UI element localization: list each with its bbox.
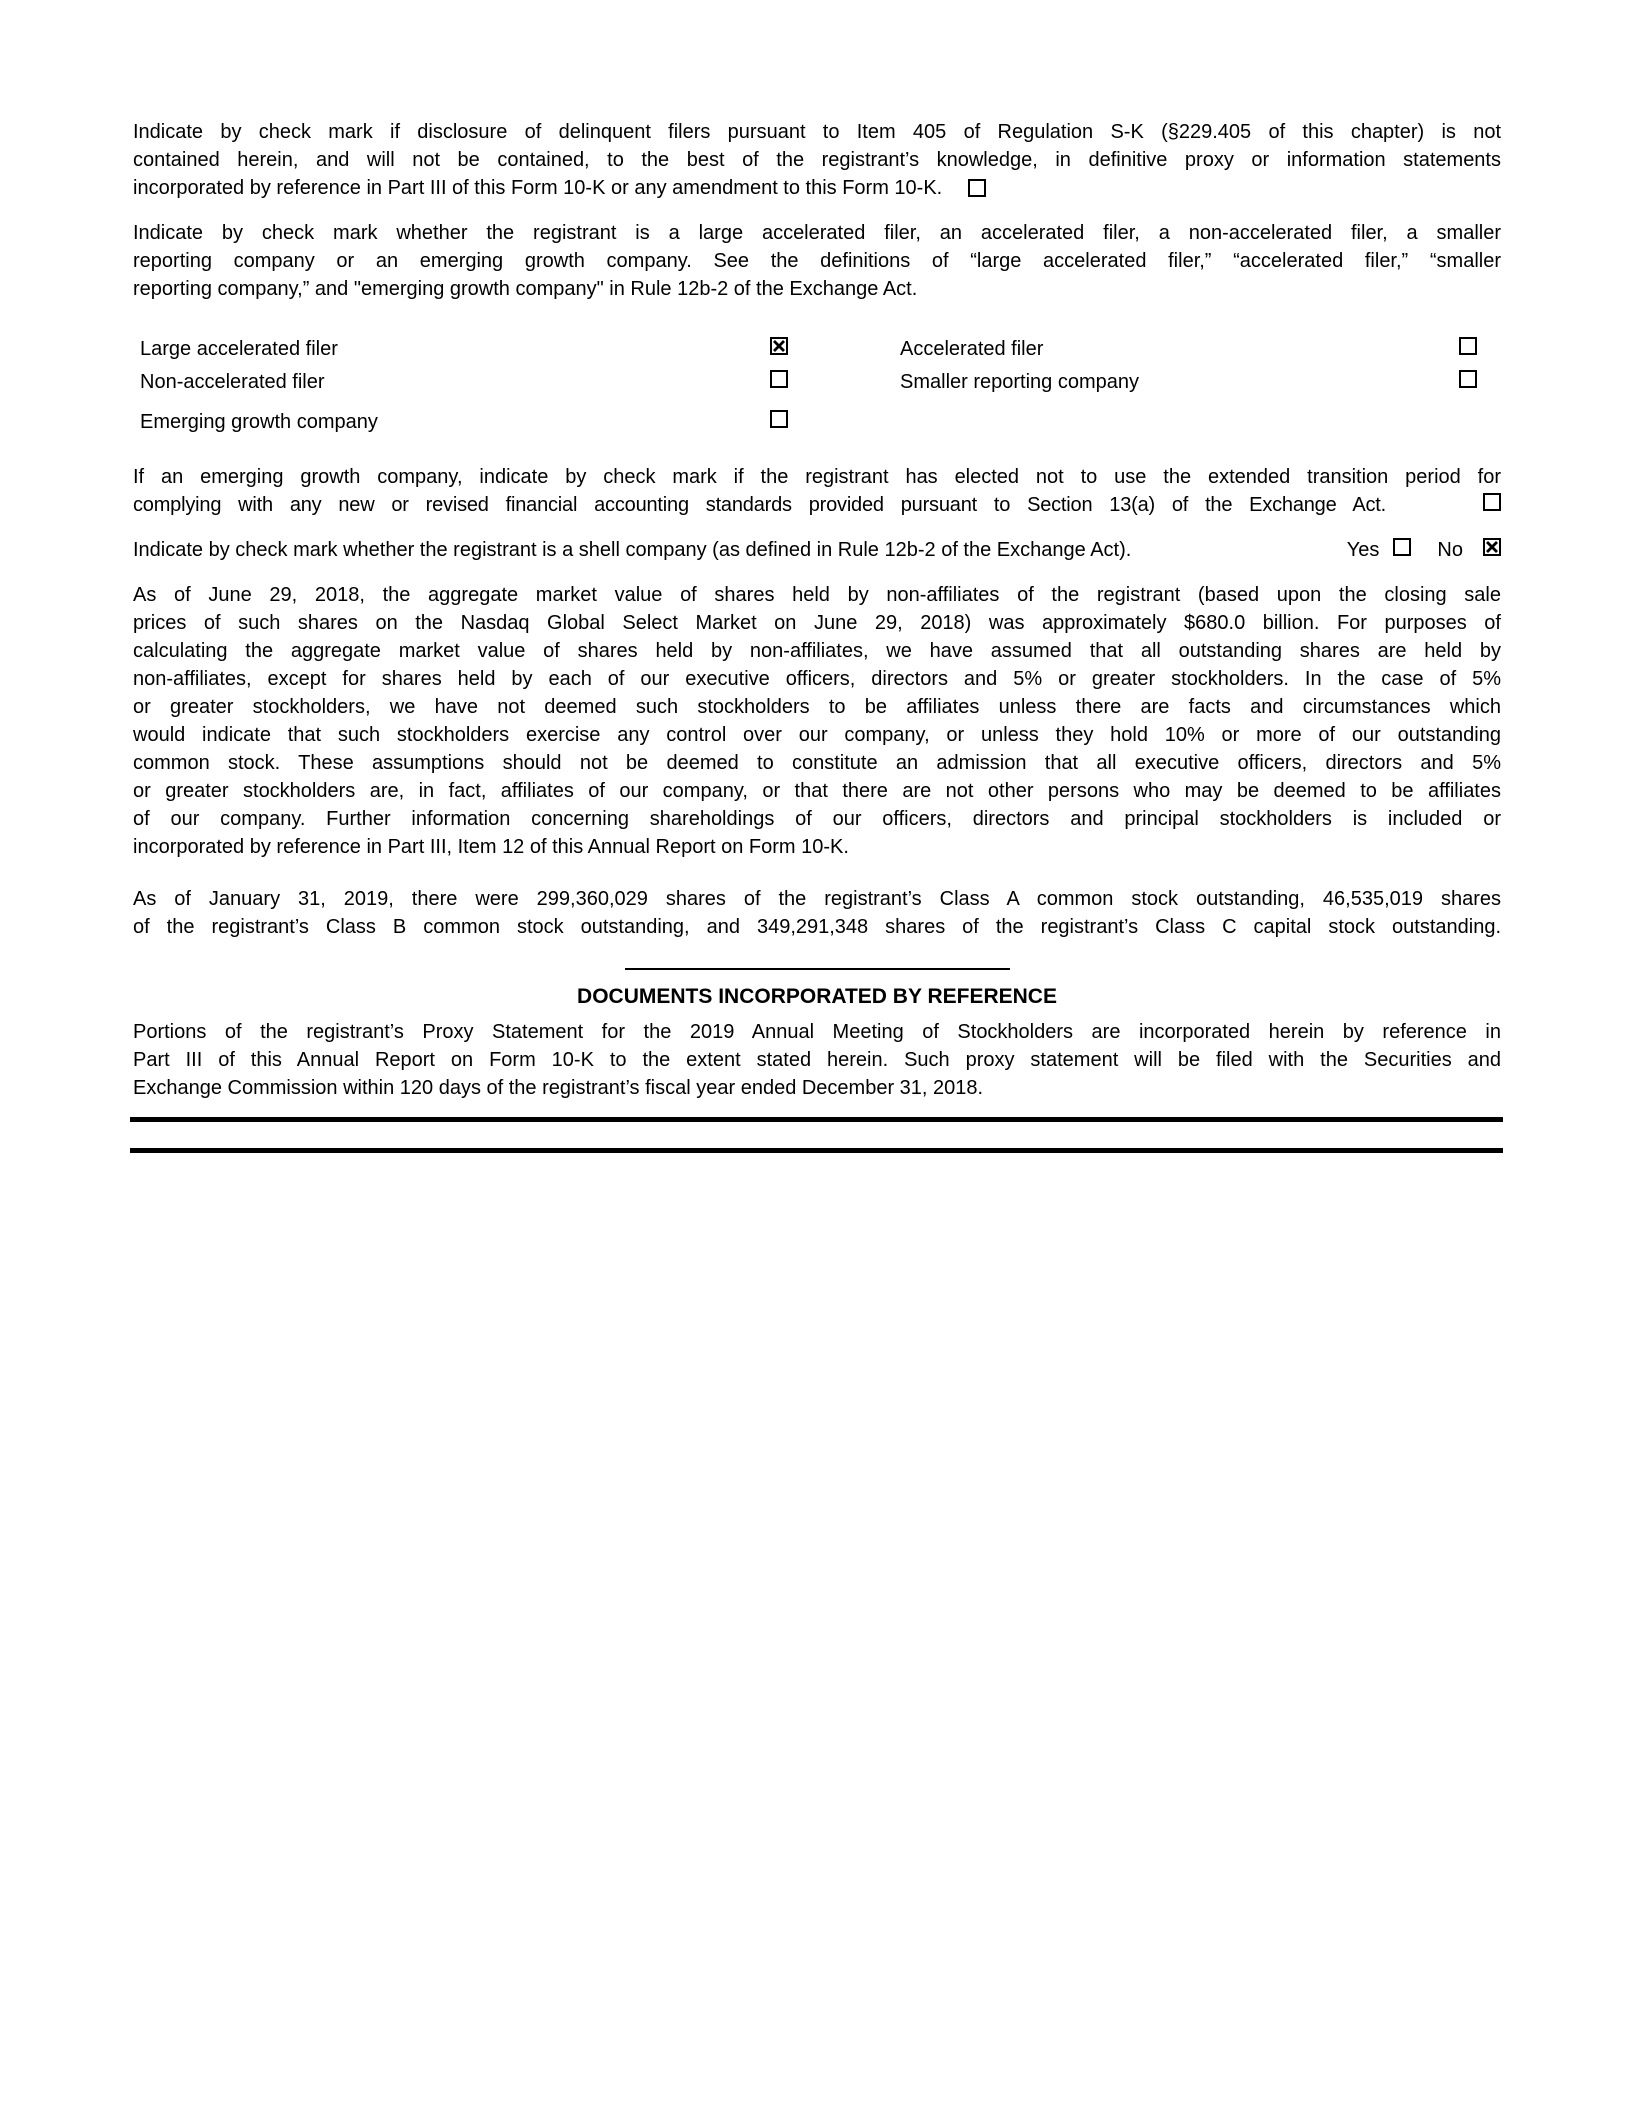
- paragraph-line: of our company. Further information concerning shareholdings of our officers, directors and principal stockholders is included or: [133, 808, 1501, 830]
- filer-label-smaller-reporting: Smaller reporting company: [900, 371, 1139, 393]
- paragraph-shell-company: [133, 536, 1501, 564]
- accelerated-filer-checkbox: [1459, 337, 1477, 355]
- filer-label-emerging-growth: Emerging growth company: [140, 411, 378, 433]
- filer-status-grid: [133, 335, 1501, 436]
- paragraph-line: Indicate by check mark whether the registrant is a large accelerated filer, an accelerated filer, a non-accelerated filer, a smaller: [133, 222, 1501, 244]
- filer-grid-row: [133, 368, 1501, 396]
- transition-period-checkbox: [1483, 493, 1501, 511]
- paragraph-filer-definitions: [133, 219, 1501, 303]
- paragraph-line-text: complying with any new or revised financial accounting standards provided pursuant to Section 13(a) of the Exchange Act.: [133, 494, 1386, 516]
- paragraph-line: of the registrant’s Class B common stock outstanding, and 349,291,348 shares of the registrant’s Class C capital stock outstanding.: [133, 916, 1501, 938]
- emerging-growth-company-checkbox: [770, 410, 788, 428]
- yes-label: Yes: [1346, 539, 1380, 561]
- shell-company-no-checkbox: [1483, 538, 1501, 556]
- paragraph-line: or greater stockholders are, in fact, affiliates of our company, or that there are not other persons who may be deemed to be affiliates: [133, 780, 1501, 802]
- x-mark-icon: [772, 339, 786, 353]
- paragraph-line-text: incorporated by reference in Part III of this Form 10-K or any amendment to this Form 10-K.: [133, 177, 943, 199]
- paragraph-line: [133, 174, 1501, 202]
- paragraph-delinquent-filers: [133, 118, 1501, 202]
- no-label: No: [1437, 539, 1463, 561]
- paragraph-line: Part III of this Annual Report on Form 10-K to the extent stated herein. Such proxy statement will be filed with the Securities and: [133, 1049, 1501, 1071]
- section-divider-line: [625, 968, 1010, 970]
- filer-label-large-accelerated: Large accelerated filer: [140, 338, 338, 360]
- documents-incorporated-heading: DOCUMENTS INCORPORATED BY REFERENCE: [577, 985, 1057, 1008]
- paragraph-market-value: [133, 581, 1501, 861]
- paragraph-line: non-affiliates, except for shares held by each of our executive officers, directors and 5% or greater stockholders. In the case of 5%: [133, 668, 1501, 690]
- x-mark-icon: [1485, 540, 1499, 554]
- non-accelerated-filer-checkbox: [770, 370, 788, 388]
- filer-label-non-accelerated: Non-accelerated filer: [140, 371, 325, 393]
- paragraph-line: contained herein, and will not be contained, to the best of the registrant’s knowledge, in definitive proxy or information statements: [133, 149, 1501, 171]
- paragraph-emerging-growth-transition: [133, 463, 1501, 519]
- filer-grid-row: [133, 408, 1501, 436]
- smaller-reporting-company-checkbox: [1459, 370, 1477, 388]
- paragraph-proxy-statement: [133, 1018, 1501, 1102]
- shell-company-yes-checkbox: [1393, 538, 1411, 556]
- paragraph-line: As of June 29, 2018, the aggregate market value of shares held by non-affiliates of the registrant (based upon the closing sale: [133, 584, 1501, 606]
- paragraph-line: calculating the aggregate market value of shares held by non-affiliates, we have assumed that all outstanding shares are held by: [133, 640, 1501, 662]
- paragraph-line: would indicate that such stockholders exercise any control over our company, or unless they hold 10% or more of our outstanding: [133, 724, 1501, 746]
- paragraph-line: [133, 491, 1501, 519]
- paragraph-line: Exchange Commission within 120 days of the registrant’s fiscal year ended December 31, 2018.: [133, 1077, 984, 1099]
- paragraph-line: As of January 31, 2019, there were 299,360,029 shares of the registrant’s Class A common stock outstanding, 46,535,019 shares: [133, 888, 1501, 910]
- delinquent-filers-checkbox: [968, 179, 986, 197]
- paragraph-shares-outstanding: [133, 885, 1501, 941]
- filer-grid-row: [133, 335, 1501, 363]
- shell-company-text: Indicate by check mark whether the registrant is a shell company (as defined in Rule 12b-2 of the Exchange Act).: [133, 539, 1132, 561]
- horizontal-rule-bottom: [130, 1148, 1503, 1153]
- large-accelerated-filer-checkbox: [770, 337, 788, 355]
- horizontal-rule-top: [130, 1117, 1503, 1122]
- filer-label-accelerated: Accelerated filer: [900, 338, 1044, 360]
- paragraph-line: incorporated by reference in Part III, Item 12 of this Annual Report on Form 10-K.: [133, 836, 849, 858]
- paragraph-line: Portions of the registrant’s Proxy Statement for the 2019 Annual Meeting of Stockholders are incorporated herein by reference in: [133, 1021, 1501, 1043]
- paragraph-line: reporting company,” and "emerging growth company" in Rule 12b-2 of the Exchange Act.: [133, 278, 918, 300]
- paragraph-line: Indicate by check mark if disclosure of delinquent filers pursuant to Item 405 of Regulation S-K (§229.405 of this chapter) is not: [133, 121, 1501, 143]
- paragraph-line: or greater stockholders, we have not deemed such stockholders to be affiliates unless there are facts and circumstances which: [133, 696, 1501, 718]
- paragraph-line: common stock. These assumptions should not be deemed to constitute an admission that all executive officers, directors and 5%: [133, 752, 1501, 774]
- paragraph-line: prices of such shares on the Nasdaq Global Select Market on June 29, 2018) was approximately $680.0 billion. For purposes of: [133, 612, 1501, 634]
- paragraph-line: reporting company or an emerging growth company. See the definitions of “large accelerated filer,” “accelerated filer,” “smaller: [133, 250, 1501, 272]
- paragraph-line: If an emerging growth company, indicate by check mark if the registrant has elected not to use the extended transition period for: [133, 466, 1501, 488]
- document-content: [133, 118, 1501, 1153]
